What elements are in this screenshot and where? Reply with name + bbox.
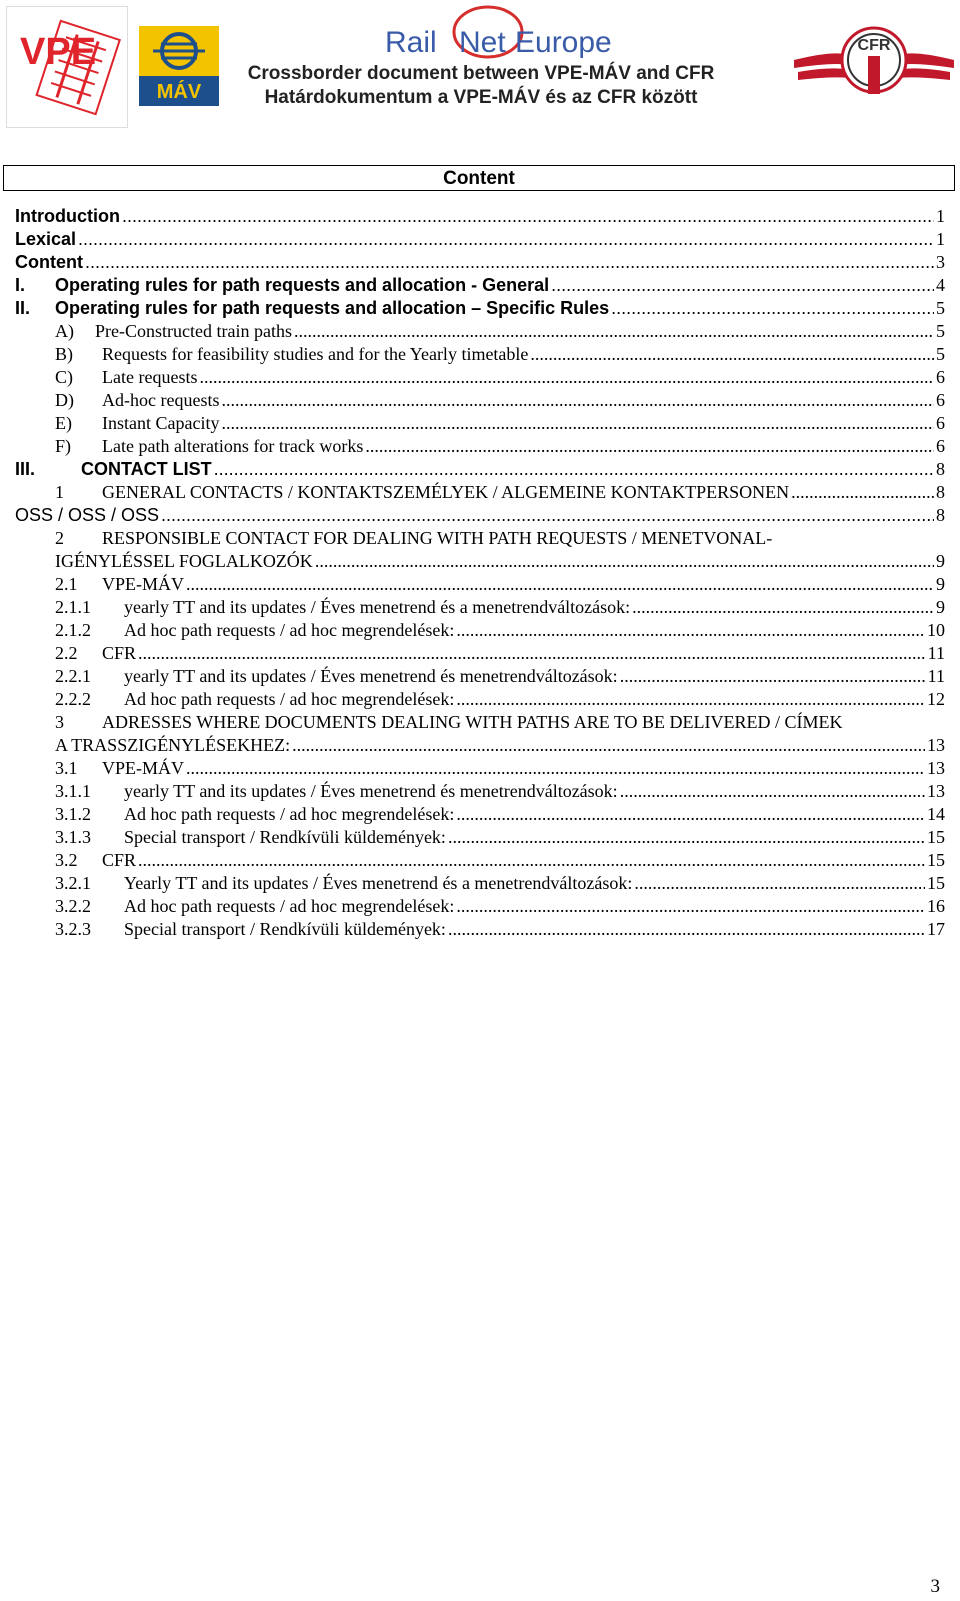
toc-page: 14 [927,804,945,824]
toc-number: 2 [55,528,64,548]
toc-title: Operating rules for path requests and allocation - General [55,275,550,295]
toc-number: 2.1.1 [55,597,91,617]
toc-number: A) [55,321,74,341]
toc-leader [161,504,934,527]
toc-leader [122,205,934,228]
toc-number: III. [15,459,36,479]
toc-entry-c[interactable] [15,366,945,389]
toc-entry-3-line1[interactable] [55,711,843,734]
toc-leader [611,297,934,320]
toc-entry-3-2-3[interactable] [15,918,945,941]
toc-entry-2-2-1[interactable] [15,665,945,688]
toc-page: 15 [927,850,945,870]
header-title-hu: Határdokumentum a VPE-MÁV és az CFR között [264,87,698,108]
toc-number: B) [55,344,73,364]
toc-number: D) [55,390,74,410]
toc-page: 8 [936,482,945,502]
toc-page: 12 [927,689,945,709]
toc-leader [634,872,925,895]
toc-entry-content[interactable] [15,251,945,274]
toc-leader [448,826,925,849]
toc-entry-introduction[interactable] [15,205,945,228]
toc-entry-e[interactable] [15,412,945,435]
railneteurope-logo [385,2,625,62]
mav-logo [139,26,219,106]
toc-leader [530,343,934,366]
toc-leader [221,412,934,435]
toc-entry-3-line2[interactable] [55,734,945,757]
toc-number: 2.2.2 [55,689,91,709]
toc-page: 1 [936,206,945,226]
toc-entry-3-2[interactable] [15,849,945,872]
toc-title: Special transport / Rendkívüli küldemények: [124,919,446,939]
toc-title: CFR [102,643,137,663]
toc-title: Instant Capacity [102,413,220,433]
toc-leader [85,251,934,274]
toc-number: F) [55,436,72,456]
toc-leader [294,320,934,343]
toc-leader [551,274,934,297]
toc-page: 10 [927,620,945,640]
rne-text-rail: Rail [385,26,437,59]
toc-title: CONTACT LIST [81,459,212,479]
page-number: 3 [930,1576,940,1597]
toc-leader [315,550,934,573]
toc-leader [214,458,934,481]
toc-leader [448,918,925,941]
toc-title: Special transport / Rendkívüli küldemények: [124,827,446,847]
toc-entry-oss[interactable] [15,504,945,527]
toc-number: 2.1 [55,574,78,594]
toc-title: Late requests [102,367,198,387]
toc-title: Operating rules for path requests and allocation – Specific Rules [55,298,610,318]
toc-title-continued: IGÉNYLÉSSEL FOGLALKOZÓK [55,551,313,571]
vpe-logo-text: VPE [20,31,97,73]
toc-title: Yearly TT and its updates / Éves menetrend és a menetrendváltozások: [124,873,633,893]
toc-title: Late path alterations for track works [102,436,364,456]
toc-title: Content [15,252,83,272]
toc-title: Introduction [15,206,120,226]
toc-page: 8 [936,505,945,525]
toc-title: Ad hoc path requests / ad hoc megrendelések: [124,620,455,640]
toc-page: 15 [927,827,945,847]
header-title-en: Crossborder document between VPE-MÁV and CFR [247,63,715,84]
toc-number: 2.1.2 [55,620,91,640]
toc-title-continued: A TRASSZIGÉNYLÉSEKHEZ: [55,735,291,755]
toc-entry-section-iii[interactable] [15,458,945,481]
toc-title: VPE-MÁV [102,758,185,778]
toc-leader [199,366,934,389]
toc-entry-1[interactable] [15,481,945,504]
toc-title: GENERAL CONTACTS / KONTAKTSZEMÉLYEK / ALGEMEINE KONTAKTPERSONEN [102,482,790,502]
toc-number: 3 [55,712,64,732]
toc-entry-2-line1[interactable] [55,527,772,550]
toc-title: yearly TT and its updates / Éves menetrend és a menetrendváltozások: [124,597,631,617]
toc-entry-b[interactable] [15,343,945,366]
toc-number: I. [15,275,26,295]
toc-page: 9 [936,574,945,594]
toc-title: Ad hoc path requests / ad hoc megrendelések: [124,804,455,824]
toc-entry-a[interactable] [15,320,945,343]
toc-number: 3.1 [55,758,78,778]
toc-leader [456,895,925,918]
toc-entry-3-2-1[interactable] [15,872,945,895]
toc-page: 4 [936,275,945,295]
toc-page: 8 [936,459,945,479]
toc-entry-2-line2[interactable] [55,550,945,573]
toc-leader [186,573,934,596]
toc-title: Ad hoc path requests / ad hoc megrendelések: [124,896,455,916]
cfr-logo-text: CFR [857,37,891,54]
toc-number: 3.1.2 [55,804,91,824]
toc-title: Ad-hoc requests [102,390,220,410]
toc-entry-section-ii[interactable] [15,297,945,320]
toc-page: 6 [936,390,945,410]
toc-number: II. [15,298,31,318]
toc-title: Lexical [15,229,77,249]
toc-title: Ad hoc path requests / ad hoc megrendelések: [124,689,455,709]
toc-page: 9 [936,597,945,617]
toc-number: 2.2 [55,643,78,663]
toc-entry-2-1-2[interactable] [15,619,945,642]
toc-entry-2-1[interactable] [15,573,945,596]
toc-leader [456,619,925,642]
toc-leader [456,688,925,711]
toc-page: 5 [936,321,945,341]
toc-leader [456,803,925,826]
toc-page: 13 [927,758,945,778]
toc-title: Requests for feasibility studies and for the Yearly timetable [102,344,529,364]
toc-entry-lexical[interactable] [15,228,945,251]
toc-leader [365,435,934,458]
toc-entry-3-1-2[interactable] [15,803,945,826]
toc-number: 2.2.1 [55,666,91,686]
document-header [226,62,736,110]
toc-number: 3.1.1 [55,781,91,801]
toc-page: 17 [927,919,945,939]
toc-entry-3-1-1[interactable] [15,780,945,803]
toc-page: 11 [927,666,945,686]
toc-number: 3.2 [55,850,78,870]
toc-entry-f[interactable] [15,435,945,458]
toc-title: yearly TT and its updates / Éves menetrend és menetrendváltozások: [124,666,618,686]
toc-leader [620,665,926,688]
toc-entry-2-2[interactable] [15,642,945,665]
toc-title: RESPONSIBLE CONTACT FOR DEALING WITH PATH REQUESTS / MENETVONAL- [102,528,773,548]
toc-page: 1 [936,229,945,249]
toc-title: OSS / OSS / OSS [15,505,160,525]
toc-number: 3.2.1 [55,873,91,893]
toc-leader [791,481,934,504]
toc-leader [292,734,925,757]
toc-title: yearly TT and its updates / Éves menetrend és menetrendváltozások: [124,781,618,801]
toc-number: 1 [55,482,64,502]
toc-page: 9 [936,551,945,571]
toc-leader [138,642,926,665]
rne-text-net: Net [459,26,506,59]
toc-title: VPE-MÁV [102,574,185,594]
toc-leader [632,596,934,619]
toc-page: 13 [927,735,945,755]
toc-page: 3 [936,252,945,272]
toc-page: 6 [936,413,945,433]
toc-entry-2-2-2[interactable] [15,688,945,711]
toc-page: 5 [936,344,945,364]
toc-page: 13 [927,781,945,801]
toc-page: 6 [936,367,945,387]
toc-title: ADRESSES WHERE DOCUMENTS DEALING WITH PATHS ARE TO BE DELIVERED / CÍMEK [102,712,843,732]
vpe-logo [6,6,128,128]
toc-entry-3-2-2[interactable] [15,895,945,918]
rne-text-europe: Europe [515,26,612,59]
toc-page: 6 [936,436,945,456]
toc-number: 3.2.2 [55,896,91,916]
toc-entry-3-1[interactable] [15,757,945,780]
content-heading: Content [443,168,515,189]
toc-entry-d[interactable] [15,389,945,412]
toc-number: E) [55,413,72,433]
toc-entry-2-1-1[interactable] [15,596,945,619]
toc-number: 3.2.3 [55,919,91,939]
toc-leader [620,780,925,803]
toc-leader [221,389,934,412]
toc-title: CFR [102,850,137,870]
cfr-logo [794,20,954,105]
toc-leader [138,849,925,872]
toc-number: 3.1.3 [55,827,91,847]
mav-logo-text: MÁV [156,81,202,103]
content-heading-box [3,165,955,191]
toc-page: 11 [927,643,945,663]
toc-page: 5 [936,298,945,318]
toc-entry-section-i[interactable] [15,274,945,297]
toc-leader [78,228,934,251]
toc-title: Pre-Constructed train paths [95,321,292,341]
toc-entry-3-1-3[interactable] [15,826,945,849]
toc-leader [186,757,925,780]
toc-number: C) [55,367,73,387]
toc-page: 15 [927,873,945,893]
toc-page: 16 [927,896,945,916]
